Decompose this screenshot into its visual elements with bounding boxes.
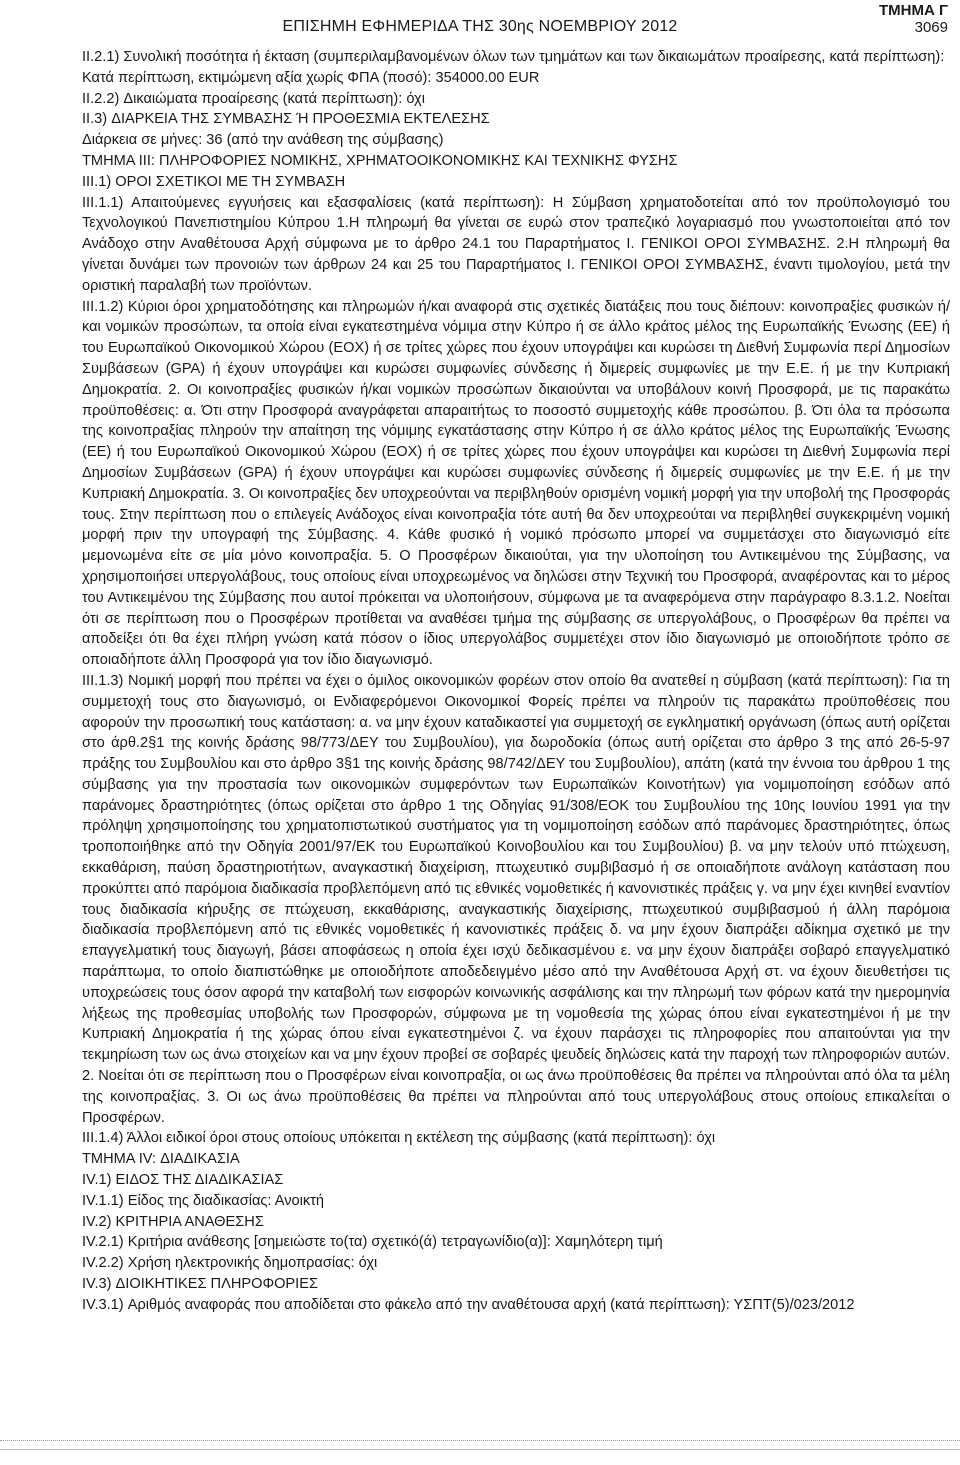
paragraph-duration: Διάρκεια σε μήνες: 36 (από την ανάθεση της σύμβασης) (82, 132, 444, 149)
footer-dotted-rule (0, 1440, 960, 1441)
paragraph-ii-2-2: II.2.2) Δικαιώματα προαίρεσης (κατά περίπτωση): όχι (82, 90, 425, 107)
paragraph-ii-2-1: II.2.1) Συνολική ποσότητα ή έκταση (συμπεριλαμβανομένων όλων των τμημάτων και των δικαιωμάτων προαίρεσης, κατά περίπτωση): (82, 49, 945, 65)
paragraph-iv-3-1: IV.3.1) Αριθμός αναφοράς που αποδίδεται στο φάκελο από την αναθέτουσα αρχή (κατά περίπτωση): ΥΣΠΤ(5)/023/2012 (82, 1296, 855, 1313)
heading-ii-3: II.3) ΔΙΑΡΚΕΙΑ ΤΗΣ ΣΥΜΒΑΣΗΣ Ή ΠΡΟΘΕΣΜΙΑ ΕΚΤΕΛΕΣΗΣ (82, 111, 490, 128)
heading-iv-2: IV.2) ΚΡΙΤΗΡΙΑ ΑΝΑΘΕΣΗΣ (82, 1213, 264, 1230)
heading-section-iii: ΤΜΗΜΑ ΙΙΙ: ΠΛΗΡΟΦΟΡΙΕΣ ΝΟΜΙΚΗΣ, ΧΡΗΜΑΤΟΟΙΚΟΝΟΜΙΚΗΣ ΚΑΙ ΤΕΧΝΙΚΗΣ ΦΥΣΗΣ (82, 152, 678, 169)
heading-iv-3: IV.3) ΔΙΟΙΚΗΤΙΚΕΣ ΠΛΗΡΟΦΟΡΙΕΣ (82, 1276, 318, 1293)
heading-iii-1: ΙΙΙ.1) ΟΡΟΙ ΣΧΕΤΙΚΟΙ ΜΕ ΤΗ ΣΥΜΒΑΣΗ (82, 173, 346, 190)
footer-solid-rule (0, 1449, 960, 1450)
section-label: ΤΜΗΜΑ Γ (878, 2, 948, 19)
paragraph-iv-1-1: IV.1.1) Είδος της διαδικασίας: Ανοικτή (82, 1192, 325, 1209)
paragraph-iii-1-4: ΙΙΙ.1.4) Άλλοι ειδικοί όροι στους οποίους υπόκειται η εκτέλεση της σύμβασης (κατά περίπτωση): όχι (82, 1130, 716, 1147)
paragraph-iii-1-3: ΙΙΙ.1.3) Νομική μορφή που πρέπει να έχει ο όμιλος οικονομικών φορέων στον οποίο θα ανατεθεί η σύμβαση (κατά περίπτωση): Για τη συμμετοχή τους στο διαγωνισμό, οι Ενδιαφερόμενοι Οικονομικοί Φορείς πρέπει να πληρούν τις παρακάτω προϋποθέσεις που αφορούν την προσωπική τους κατάσταση: α. να μην έχουν καταδικαστεί για συμμετοχή σε εγκληματική οργάνωση (όπως αυτή ορίζεται στο άρθ.2§1 της κοινής δράσης 98/773/ΔΕΥ του Συμβουλίου), για δωροδοκία (όπως αυτή ορίζεται στο άρθρο 3 της από 26-5-97 πράξης του Συμβουλίου και στο άρθρο 3§1 της κοινής δράσης 98/742/ΔΕΥ του Συμβουλίου), απάτη (κατά την έννοια του άρθρου 1 της σύμβασης για την προστασία των οικονομικών συμφερόντων των Ευρωπαϊκών Κοινοτήτων) για νομιμοποίηση εσόδων από παράνομες δραστηριότητες (όπως ορίζεται στο άρθρο 1 της Οδηγίας 91/308/ΕΟΚ του Συμβουλίου της 10ης Ιουνίου 1991 για την πρόληψη χρησιμοποίησης του χρηματοπιστωτικού συστήματος για τη νομιμοποίηση εσόδων από παράνομες δραστηριότητες, όπως τροποποιήθηκε από την Οδηγία 2001/97/ΕΚ του Ευρωπαϊκού Κοινοβουλίου και του Συμβουλίου) β. να μην τελούν υπό πτώχευση, εκκαθάριση, παύση δραστηριοτήτων, αναγκαστική διαχείριση, πτωχευτικό συμβιβασμό ή σε οποιαδήποτε ανάλογη κατάσταση που προκύπτει από παρόμοια διαδικασία προβλεπόμενη από τις εθνικές νομοθετικές ή κανονιστικές πράξεις γ. να μην έχει κινηθεί εναντίον τους διαδικασία κήρυξης σε πτώχευση, εκκαθάρισης, αναγκαστικής διαχείρισης, πτωχευτικού συμβιβασμού ή άλλη παρόμοια διαδικασία προβλεπόμενη από τις εθνικές νομοθετικές ή κανονιστικές πράξεις δ. να μην έχουν διαπράξει αδίκημα σχετικό με την επαγγελματική τους διαγωγή, βάσει αποφάσεως η οποία έχει ισχύ δεδικασμένου ε. να μην έχουν διαπράξει σοβαρό επαγγελματικό παράπτωμα, το οποίο διαπιστώθηκε με οποιοδήποτε αποδεδειγμένο μέσο από την Αναθέτουσα Αρχή στ. να έχουν διευθετήσει τις υποχρεώσεις τους όσον αφορά την καταβολή των εισφορών κοινωνικής ασφάλισης και την πληρωμή των φόρων κατά την ημερομηνία λήξεως της προθεσμίας υποβολής των Προσφορών, σύμφωνα με τη νομοθεσία της χώρας όπου είναι εγκατεστημένοι ή με την Κυπριακή Δημοκρατία ή της χώρας όπου είναι εγκατεστημένοι ζ. να έχουν παράσχει τις πληροφορίες που απαιτούνται για την τεκμηρίωση των ως άνω στοιχείων και να μην έχουν προβεί σε σοβαρές ψευδείς δηλώσεις κατά την παροχή των πληροφοριών αυτών. 2. Νοείται ότι σε περίπτωση που ο Προσφέρων είναι κοινοπραξία, οι ως άνω προϋποθέσεις θα πρέπει να πληρούνται από όλα τα μέλη της κοινοπραξίας. 3. Οι ως άνω προϋποθέσεις θα πρέπει να πληρούνται από τους υπεργολάβους στους οποίους επικαλείται ο Προσφέρων. (82, 672, 950, 1126)
notice-body (82, 47, 950, 1316)
paragraph-iv-2-1: IV.2.1) Κριτήρια ανάθεσης [σημειώστε το(τα) σχετικό(ά) τετραγωνίδιο(α)]: Χαμηλότερη τιμή (82, 1234, 663, 1251)
paragraph-iii-1-1: ΙΙΙ.1.1) Απαιτούμενες εγγυήσεις και εξασφαλίσεις (κατά περίπτωση): Η Σύμβαση χρηματοδοτείται από τον προϋπολογισμό του Τεχνολογικού Πανεπιστημίου Κύπρου 1.Η πληρωμή θα γίνεται σε ευρώ στον τραπεζικό λογαριασμό που γνωστοποιείται από τον Ανάδοχο στην Αναθέτουσα Αρχή σύμφωνα με το άρθρο 24.1 του Παραρτήματος Ι. ΓΕΝΙΚΟΙ ΟΡΟΙ ΣΥΜΒΑΣΗΣ. 2.Η πληρωμή θα γίνεται δυνάμει των προνοιών των άρθρων 24 και 25 του Παραρτήματος Ι. ΓΕΝΙΚΟΙ ΟΡΟΙ ΣΥΜΒΑΣΗΣ, έναντι τιμολογίου, μετά την οριστική παραλαβή των προϊόντων. (82, 194, 950, 294)
paragraph-iv-2-2: IV.2.2) Χρήση ηλεκτρονικής δημοπρασίας: όχι (82, 1255, 378, 1272)
heading-iv-1: IV.1) ΕΙΔΟΣ ΤΗΣ ΔΙΑΔΙΚΑΣΙΑΣ (82, 1172, 284, 1189)
paragraph-estimated-value: Κατά περίπτωση, εκτιμώμενη αξία χωρίς ΦΠΑ (ποσό): 354000.00 EUR (82, 69, 540, 86)
heading-section-iv: ΤΜΗΜΑ IV: ΔΙΑΔΙΚΑΣΙΑ (82, 1151, 240, 1168)
page-number: 3069 (914, 19, 948, 36)
running-header-title: ΕΠΙΣΗΜΗ ΕΦΗΜΕΡΙΔΑ ΤΗΣ 30ης ΝΟΕΜΒΡΙΟΥ 2012 (282, 18, 678, 35)
paragraph-iii-1-2: ΙΙΙ.1.2) Κύριοι όροι χρηματοδότησης και πληρωμών ή/και αναφορά στις σχετικές διατάξεις που τους διέπουν: κοινοπραξίες φυσικών ή/και νομικών προσώπων, τα οποία είναι εγκατεστημένα νόμιμα στην Κύπρο ή σε άλλο κράτος μέλος της Ευρωπαϊκής Ένωσης (ΕΕ) ή του Ευρωπαϊκού Οικονομικού Χώρου (ΕΟΧ) ή σε τρίτες χώρες που έχουν υπογράψει και κυρώσει τη Διεθνή Συμφωνία περί Δημοσίων Συμβάσεων (GPA) ή έχουν υπογράψει και κυρώσει συμφωνίες σύνδεσης ή διμερείς συμφωνίες με την Ε.Ε. ή με την Κυπριακή Δημοκρατία. 2. Οι κοινοπραξίες φυσικών ή/και νομικών προσώπων δικαιούνται να υποβάλουν κοινή Προσφορά, με τις παρακάτω προϋποθέσεις: α. Ότι στην Προσφορά αναγράφεται απαραιτήτως το ποσοστό συμμετοχής κάθε προσώπου. β. Ότι όλα τα πρόσωπα της κοινοπραξίας πληρούν την απαίτηση της νόμιμης εγκατάστασης στην Κύπρο ή σε άλλο κράτος μέλος της Ευρωπαϊκής Ένωσης (ΕΕ) ή του Ευρωπαϊκού Οικονομικού Χώρου (ΕΟΧ) ή σε τρίτες χώρες που έχουν υπογράψει και κυρώσει τη Διεθνή Συμφωνία περί Δημοσίων Συμβάσεων (GPA) ή έχουν υπογράψει και κυρώσει συμφωνίες σύνδεσης ή διμερείς συμφωνίες με την Ε.Ε. ή με την Κυπριακή Δημοκρατία. 3. Οι κοινοπραξίες δεν υποχρεούνται να περιβληθούν ορισμένη νομική μορφή για την υποβολή της Προσφοράς τους. Στην περίπτωση που ο επιλεγείς Ανάδοχος είναι κοινοπραξία τότε αυτή θα δεν υποχρεούται να περιβληθεί συγκεκριμένη νομική μορφή πριν την υπογραφή της Σύμβασης. 4. Κάθε φυσικό ή νομικό πρόσωπο μπορεί να συμμετάσχει στο διαγωνισμό είτε μεμονωμένα είτε σε μία μόνο κοινοπραξία. 5. Ο Προσφέρων δικαιούται, για την υλοποίηση του Αντικειμένου της Σύμβασης, να χρησιμοποιήσει υπεργολάβους, τους οποίους είναι υποχρεωμένος να δηλώσει στην Τεχνική του Προσφορά, αναφέροντας και το μέρος του Αντικειμένου της Σύμβασης που αυτοί πρόκειται να υλοποιήσουν, σύμφωνα με τα αναφερόμενα στην παράγραφο 8.3.1.2. Νοείται ότι σε περίπτωση που ο Προσφέρων προτίθεται να αναθέσει τμήμα της σύμβασης σε υπεργολάβους, ο Προσφέρων θα πρέπει να αποδείξει ότι θα έχει πλήρη γνώση κατά πόσον ο ίδιος υπεργολάβος συμμετέχει στον ίδιο διαγωνισμό με οποιοδήποτε τρόπο σε οποιαδήποτε άλλη Προσφορά για τον ίδιο διαγωνισμό. (82, 298, 950, 669)
